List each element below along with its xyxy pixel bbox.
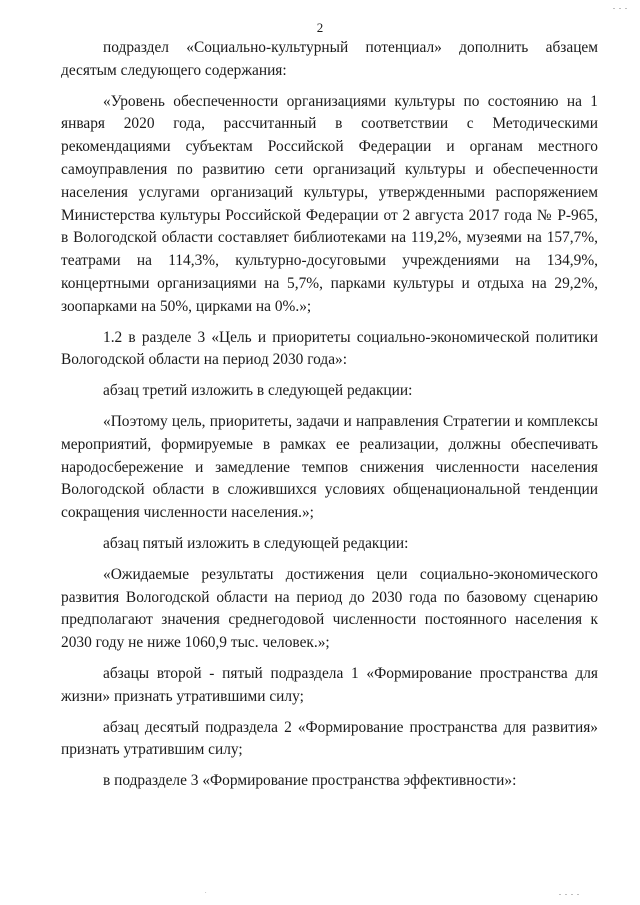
document-body (61, 37, 598, 801)
paragraph-expected-results: «Ожидаемые результаты достижения цели социально-экономического развития Вологодской области на период до 2030 года по базовому сценарию предполагают значения среднегодовой численности постоянного населения к 2030 году не ниже 1060,9 тыс. человек.»; (61, 565, 598, 652)
paragraph-subsection-addition: подраздел «Социально-культурный потенциал» дополнить абзацем десятым следующего содержания: (61, 39, 598, 79)
page-number: 2 (316, 20, 324, 35)
scan-artifact-top: . . . (613, 2, 628, 11)
paragraph-space-for-life: абзацы второй - пятый подраздела 1 «Формирование пространства для жизни» признать утратившими силу; (61, 664, 598, 705)
paragraph-culture-provision: «Уровень обеспеченности организациями культуры по состоянию на 1 января 2020 года, рассчитанный в соответствии с Методическими рекомендациями субъектам Российской Федерации и органам местного самоуправления по развитию сети организаций культуры и обеспеченности населения услугами организаций культуры, утвержденными распоряжением Министерства культуры Российской Федерации от 2 августа 2017 года № Р-965, в Вологодской области составляет библиотеками на 119,2%, музеями на 157,7%, театрами на 114,3%, культурно-досуговыми учреждениями на 134,9%, концертными организациями на 5,7%, парками культуры и отдыха на 29,2%, зоопарками на 50%, цирками на 0%.»; (61, 92, 598, 315)
paragraph-third-clause: абзац третий изложить в следующей редакции: (103, 382, 413, 400)
paragraph-fifth-clause: абзац пятый изложить в следующей редакции: (103, 534, 409, 552)
paragraph-space-for-development: абзац десятый подраздела 2 «Формирование пространства для развития» признать утратившим силу; (61, 718, 598, 759)
paragraph-section-3: 1.2 в разделе 3 «Цель и приоритеты социально-экономической политики Вологодской области на период 2030 года»: (61, 328, 598, 369)
scan-dot: . (205, 889, 207, 895)
paragraph-space-for-efficiency: в подразделе 3 «Формирование пространства эффективности»: (103, 772, 517, 790)
paragraph-goal-priorities: «Поэтому цель, приоритеты, задачи и направления Стратегии и комплексы мероприятий, формируемые в рамках ее реализации, должны обеспечивать народосбережение и замедление темпов снижения численности населения Вологодской области в сложившихся условиях общенациональной тенденции сокращения численности населения.»; (61, 412, 598, 522)
scan-artifact-bottom: . . . . (559, 888, 580, 897)
